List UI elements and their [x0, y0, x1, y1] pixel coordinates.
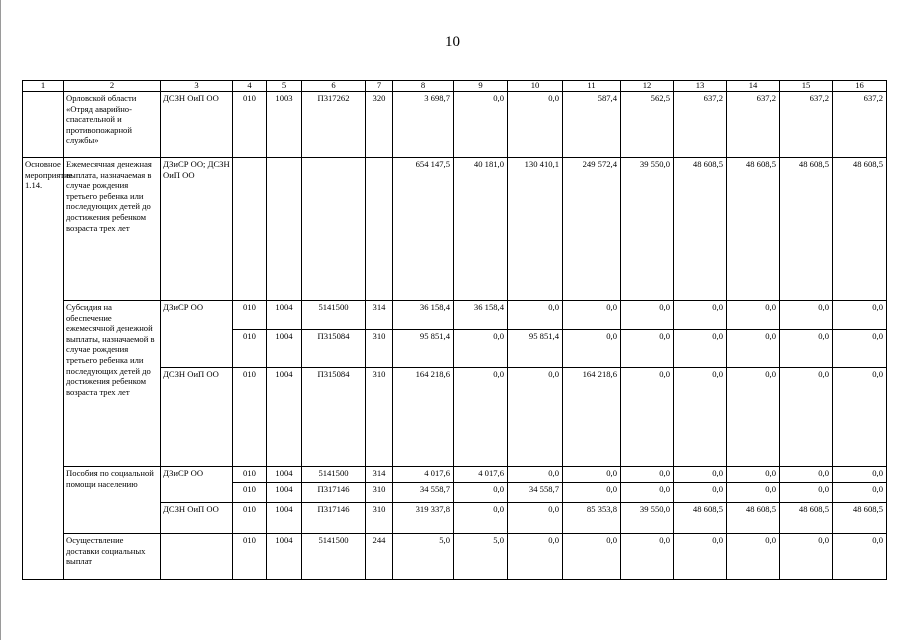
csr-cell [302, 158, 366, 301]
executor-cell: ДЗиСР ОО [161, 301, 233, 368]
value-cell: 34 558,7 [393, 483, 454, 503]
value-cell: 562,5 [621, 92, 674, 158]
value-cell: 4 017,6 [454, 467, 508, 483]
value-cell: 130 410,1 [508, 158, 563, 301]
value-cell: 0,0 [621, 467, 674, 483]
vr-cell: 310 [366, 483, 393, 503]
table-header-row [23, 81, 887, 92]
header-cell: 14 [727, 81, 780, 92]
budget-table [22, 80, 887, 580]
table-row [23, 158, 887, 301]
value-cell: 48 608,5 [780, 158, 833, 301]
value-cell: 0,0 [674, 330, 727, 368]
header-cell: 8 [393, 81, 454, 92]
executor-cell: ДСЗН ОиП ОО [161, 503, 233, 534]
value-cell: 0,0 [727, 368, 780, 467]
value-cell: 587,4 [563, 92, 621, 158]
rzpr-cell: 1004 [267, 330, 302, 368]
value-cell: 637,2 [833, 92, 887, 158]
description-cell: Пособия по социальной помощи населению [64, 467, 161, 534]
page-left-edge [0, 0, 1, 640]
csr-cell: П317146 [302, 483, 366, 503]
table-row [23, 92, 887, 158]
grbs-cell: 010 [233, 368, 267, 467]
header-cell: 11 [563, 81, 621, 92]
header-cell: 5 [267, 81, 302, 92]
value-cell: 0,0 [727, 301, 780, 330]
value-cell: 85 353,8 [563, 503, 621, 534]
value-cell: 0,0 [508, 368, 563, 467]
executor-cell: ДЗиСР ОО [161, 467, 233, 503]
event-cell-empty [23, 92, 64, 158]
value-cell: 0,0 [621, 330, 674, 368]
grbs-cell: 010 [233, 534, 267, 580]
value-cell: 0,0 [833, 368, 887, 467]
header-cell: 12 [621, 81, 674, 92]
value-cell: 0,0 [454, 503, 508, 534]
rzpr-cell: 1004 [267, 301, 302, 330]
header-cell: 7 [366, 81, 393, 92]
header-cell: 9 [454, 81, 508, 92]
header-cell: 16 [833, 81, 887, 92]
value-cell: 0,0 [780, 301, 833, 330]
value-cell: 0,0 [454, 92, 508, 158]
value-cell: 0,0 [674, 301, 727, 330]
value-cell: 5,0 [393, 534, 454, 580]
value-cell: 0,0 [780, 368, 833, 467]
vr-cell: 310 [366, 368, 393, 467]
value-cell: 36 158,4 [454, 301, 508, 330]
rzpr-cell: 1004 [267, 368, 302, 467]
value-cell: 0,0 [621, 301, 674, 330]
header-cell: 6 [302, 81, 366, 92]
value-cell: 48 608,5 [833, 158, 887, 301]
value-cell: 0,0 [674, 483, 727, 503]
value-cell: 0,0 [563, 534, 621, 580]
value-cell: 0,0 [674, 368, 727, 467]
executor-cell: ДЗиСР ОО; ДСЗН ОиП ОО [161, 158, 233, 301]
value-cell: 0,0 [508, 534, 563, 580]
value-cell: 39 550,0 [621, 503, 674, 534]
value-cell: 0,0 [621, 483, 674, 503]
csr-cell: 5141500 [302, 301, 366, 330]
value-cell: 39 550,0 [621, 158, 674, 301]
page-number: 10 [445, 34, 460, 50]
vr-cell: 244 [366, 534, 393, 580]
value-cell: 48 608,5 [727, 158, 780, 301]
value-cell: 0,0 [454, 368, 508, 467]
value-cell: 95 851,4 [393, 330, 454, 368]
value-cell: 164 218,6 [563, 368, 621, 467]
value-cell: 0,0 [833, 534, 887, 580]
table-row [23, 534, 887, 580]
rzpr-cell: 1004 [267, 503, 302, 534]
grbs-cell [233, 158, 267, 301]
csr-cell: П317262 [302, 92, 366, 158]
rzpr-cell: 1003 [267, 92, 302, 158]
header-cell: 10 [508, 81, 563, 92]
value-cell: 95 851,4 [508, 330, 563, 368]
value-cell: 0,0 [727, 467, 780, 483]
csr-cell: П315084 [302, 330, 366, 368]
vr-cell: 314 [366, 301, 393, 330]
value-cell: 40 181,0 [454, 158, 508, 301]
grbs-cell: 010 [233, 483, 267, 503]
vr-cell: 310 [366, 330, 393, 368]
value-cell: 0,0 [780, 330, 833, 368]
value-cell: 34 558,7 [508, 483, 563, 503]
vr-cell: 310 [366, 503, 393, 534]
value-cell: 0,0 [563, 301, 621, 330]
value-cell: 0,0 [727, 330, 780, 368]
event-cell: Основное мероприятие 1.14. [23, 158, 64, 580]
description-cell: Осуществление доставки социальных выплат [64, 534, 161, 580]
value-cell: 637,2 [674, 92, 727, 158]
description-cell: Субсидия на обеспечение ежемесячной денежной выплаты, назначаемой в случае рождения третьего ребенка или последующих детей до достижения ребенком возраста трех лет [64, 301, 161, 467]
rzpr-cell: 1004 [267, 483, 302, 503]
value-cell: 0,0 [508, 301, 563, 330]
grbs-cell: 010 [233, 330, 267, 368]
value-cell: 0,0 [508, 503, 563, 534]
value-cell: 0,0 [833, 483, 887, 503]
value-cell: 0,0 [833, 330, 887, 368]
value-cell: 0,0 [563, 467, 621, 483]
value-cell: 48 608,5 [727, 503, 780, 534]
value-cell: 654 147,5 [393, 158, 454, 301]
executor-cell: ДСЗН ОиП ОО [161, 368, 233, 467]
value-cell: 0,0 [454, 330, 508, 368]
csr-cell: 5141500 [302, 467, 366, 483]
value-cell: 0,0 [454, 483, 508, 503]
value-cell: 0,0 [563, 330, 621, 368]
value-cell: 0,0 [621, 368, 674, 467]
header-cell: 1 [23, 81, 64, 92]
description-cell: Ежемесячная денежная выплата, назначаемая в случае рождения третьего ребенка или последующих детей до достижения ребенком возраста трех лет [64, 158, 161, 301]
header-cell: 3 [161, 81, 233, 92]
table-row [23, 301, 887, 330]
value-cell: 0,0 [508, 92, 563, 158]
csr-cell: П317146 [302, 503, 366, 534]
value-cell: 0,0 [833, 467, 887, 483]
value-cell: 0,0 [780, 534, 833, 580]
value-cell: 0,0 [621, 534, 674, 580]
value-cell: 319 337,8 [393, 503, 454, 534]
value-cell: 5,0 [454, 534, 508, 580]
table-row [23, 467, 887, 483]
vr-cell: 320 [366, 92, 393, 158]
vr-cell: 314 [366, 467, 393, 483]
value-cell: 48 608,5 [833, 503, 887, 534]
grbs-cell: 010 [233, 92, 267, 158]
value-cell: 0,0 [727, 534, 780, 580]
rzpr-cell [267, 158, 302, 301]
value-cell: 637,2 [727, 92, 780, 158]
rzpr-cell: 1004 [267, 467, 302, 483]
value-cell: 0,0 [674, 534, 727, 580]
value-cell: 249 572,4 [563, 158, 621, 301]
value-cell: 0,0 [780, 483, 833, 503]
value-cell: 4 017,6 [393, 467, 454, 483]
grbs-cell: 010 [233, 503, 267, 534]
value-cell: 48 608,5 [674, 503, 727, 534]
value-cell: 0,0 [563, 483, 621, 503]
grbs-cell: 010 [233, 467, 267, 483]
header-cell: 15 [780, 81, 833, 92]
csr-cell: П315084 [302, 368, 366, 467]
value-cell: 0,0 [674, 467, 727, 483]
header-cell: 13 [674, 81, 727, 92]
value-cell: 48 608,5 [780, 503, 833, 534]
executor-cell [161, 534, 233, 580]
value-cell: 36 158,4 [393, 301, 454, 330]
grbs-cell: 010 [233, 301, 267, 330]
rzpr-cell: 1004 [267, 534, 302, 580]
csr-cell: 5141500 [302, 534, 366, 580]
value-cell: 0,0 [780, 467, 833, 483]
header-cell: 2 [64, 81, 161, 92]
value-cell: 0,0 [727, 483, 780, 503]
value-cell: 0,0 [833, 301, 887, 330]
value-cell: 164 218,6 [393, 368, 454, 467]
executor-cell: ДСЗН ОиП ОО [161, 92, 233, 158]
vr-cell [366, 158, 393, 301]
value-cell: 0,0 [508, 467, 563, 483]
value-cell: 637,2 [780, 92, 833, 158]
value-cell: 48 608,5 [674, 158, 727, 301]
description-cell: Орловской области «Отряд аварийно-спасательной и противопожарной службы» [64, 92, 161, 158]
value-cell: 3 698,7 [393, 92, 454, 158]
header-cell: 4 [233, 81, 267, 92]
